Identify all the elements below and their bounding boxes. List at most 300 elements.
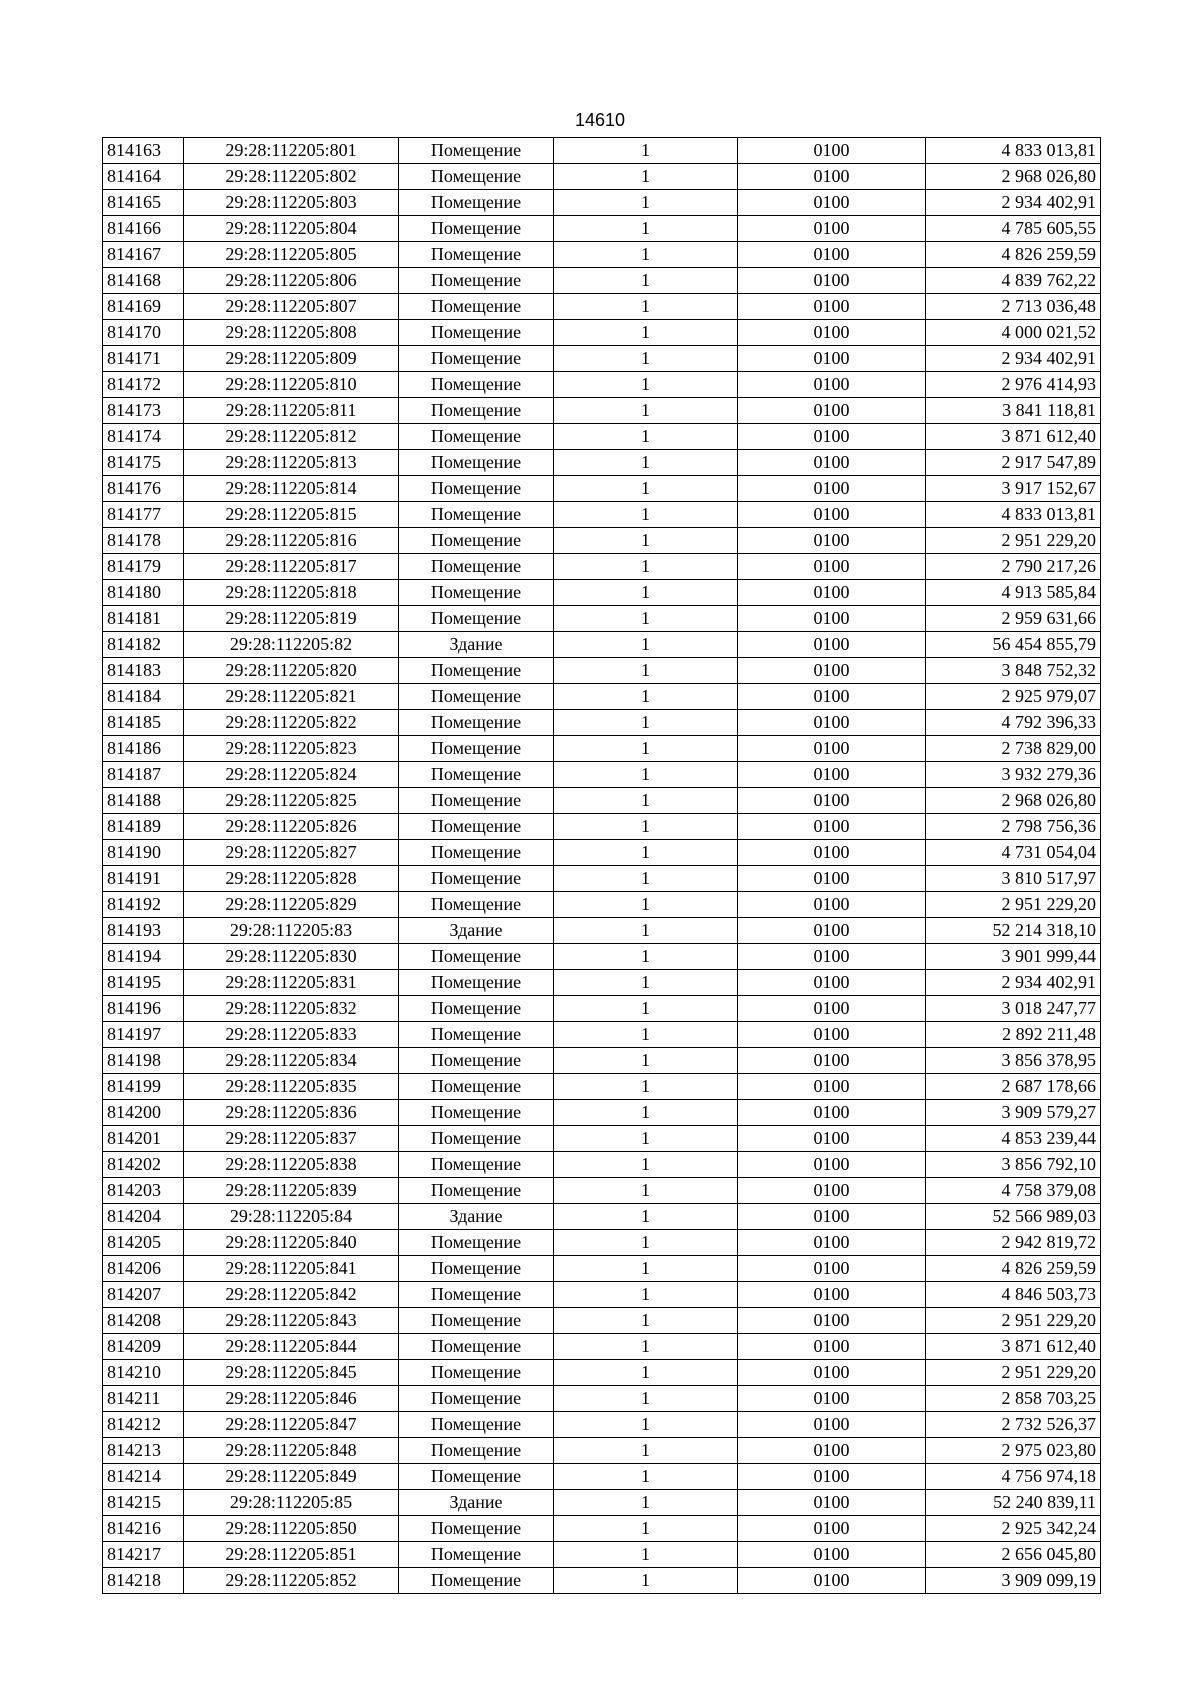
table-row — [103, 1386, 1101, 1412]
table-row — [103, 320, 1101, 346]
table-row — [103, 1100, 1101, 1126]
object-type-cell: Здание — [399, 918, 554, 944]
cadastral-value-cell: 3 841 118,81 — [926, 398, 1101, 424]
code-cell: 0100 — [738, 346, 926, 372]
table-row — [103, 398, 1101, 424]
row-number-cell: 814199 — [103, 1074, 184, 1100]
table-row — [103, 944, 1101, 970]
code-cell: 0100 — [738, 476, 926, 502]
object-type-cell: Помещение — [399, 346, 554, 372]
table-row — [103, 970, 1101, 996]
cadastral-number-cell: 29:28:112205:846 — [184, 1386, 399, 1412]
row-number-cell: 814176 — [103, 476, 184, 502]
code-cell: 0100 — [738, 736, 926, 762]
quantity-cell: 1 — [554, 1256, 738, 1282]
object-type-cell: Помещение — [399, 1126, 554, 1152]
object-type-cell: Помещение — [399, 1542, 554, 1568]
table-body — [103, 138, 1101, 1594]
quantity-cell: 1 — [554, 1360, 738, 1386]
object-type-cell: Помещение — [399, 554, 554, 580]
table-row — [103, 1334, 1101, 1360]
row-number-cell: 814179 — [103, 554, 184, 580]
cadastral-value-cell: 3 909 579,27 — [926, 1100, 1101, 1126]
quantity-cell: 1 — [554, 1048, 738, 1074]
quantity-cell: 1 — [554, 1282, 738, 1308]
quantity-cell: 1 — [554, 866, 738, 892]
cadastral-value-cell: 4 833 013,81 — [926, 138, 1101, 164]
cadastral-number-cell: 29:28:112205:817 — [184, 554, 399, 580]
quantity-cell: 1 — [554, 1204, 738, 1230]
quantity-cell: 1 — [554, 1074, 738, 1100]
row-number-cell: 814178 — [103, 528, 184, 554]
table-row — [103, 1542, 1101, 1568]
cadastral-number-cell: 29:28:112205:812 — [184, 424, 399, 450]
table-row — [103, 268, 1101, 294]
cadastral-value-cell: 2 934 402,91 — [926, 346, 1101, 372]
row-number-cell: 814187 — [103, 762, 184, 788]
object-type-cell: Помещение — [399, 476, 554, 502]
table-row — [103, 840, 1101, 866]
row-number-cell: 814191 — [103, 866, 184, 892]
row-number-cell: 814201 — [103, 1126, 184, 1152]
cadastral-value-cell: 2 951 229,20 — [926, 1360, 1101, 1386]
table-row — [103, 1490, 1101, 1516]
quantity-cell: 1 — [554, 1542, 738, 1568]
cadastral-value-cell: 4 785 605,55 — [926, 216, 1101, 242]
table-row — [103, 1516, 1101, 1542]
quantity-cell: 1 — [554, 1412, 738, 1438]
cadastral-number-cell: 29:28:112205:831 — [184, 970, 399, 996]
quantity-cell: 1 — [554, 268, 738, 294]
quantity-cell: 1 — [554, 450, 738, 476]
object-type-cell: Помещение — [399, 944, 554, 970]
row-number-cell: 814200 — [103, 1100, 184, 1126]
quantity-cell: 1 — [554, 1464, 738, 1490]
row-number-cell: 814214 — [103, 1464, 184, 1490]
code-cell: 0100 — [738, 528, 926, 554]
object-type-cell: Помещение — [399, 996, 554, 1022]
cadastral-number-cell: 29:28:112205:843 — [184, 1308, 399, 1334]
row-number-cell: 814171 — [103, 346, 184, 372]
cadastral-number-cell: 29:28:112205:835 — [184, 1074, 399, 1100]
table-row — [103, 528, 1101, 554]
cadastral-number-cell: 29:28:112205:804 — [184, 216, 399, 242]
code-cell: 0100 — [738, 658, 926, 684]
cadastral-value-table — [102, 137, 1101, 1594]
code-cell: 0100 — [738, 970, 926, 996]
table-row — [103, 814, 1101, 840]
quantity-cell: 1 — [554, 1126, 738, 1152]
quantity-cell: 1 — [554, 1152, 738, 1178]
table-row — [103, 372, 1101, 398]
quantity-cell: 1 — [554, 502, 738, 528]
row-number-cell: 814186 — [103, 736, 184, 762]
cadastral-value-cell: 2 925 979,07 — [926, 684, 1101, 710]
table-row — [103, 1256, 1101, 1282]
cadastral-value-cell: 3 018 247,77 — [926, 996, 1101, 1022]
object-type-cell: Помещение — [399, 502, 554, 528]
cadastral-number-cell: 29:28:112205:832 — [184, 996, 399, 1022]
code-cell: 0100 — [738, 1074, 926, 1100]
row-number-cell: 814189 — [103, 814, 184, 840]
row-number-cell: 814208 — [103, 1308, 184, 1334]
cadastral-number-cell: 29:28:112205:837 — [184, 1126, 399, 1152]
row-number-cell: 814202 — [103, 1152, 184, 1178]
code-cell: 0100 — [738, 762, 926, 788]
row-number-cell: 814165 — [103, 190, 184, 216]
object-type-cell: Помещение — [399, 372, 554, 398]
cadastral-value-cell: 2 925 342,24 — [926, 1516, 1101, 1542]
code-cell: 0100 — [738, 450, 926, 476]
cadastral-number-cell: 29:28:112205:829 — [184, 892, 399, 918]
cadastral-value-cell: 52 214 318,10 — [926, 918, 1101, 944]
cadastral-value-cell: 3 856 792,10 — [926, 1152, 1101, 1178]
cadastral-number-cell: 29:28:112205:848 — [184, 1438, 399, 1464]
table-row — [103, 216, 1101, 242]
table-row — [103, 554, 1101, 580]
code-cell: 0100 — [738, 814, 926, 840]
cadastral-value-cell: 2 917 547,89 — [926, 450, 1101, 476]
quantity-cell: 1 — [554, 1516, 738, 1542]
code-cell: 0100 — [738, 1360, 926, 1386]
row-number-cell: 814175 — [103, 450, 184, 476]
row-number-cell: 814166 — [103, 216, 184, 242]
object-type-cell: Помещение — [399, 866, 554, 892]
cadastral-number-cell: 29:28:112205:844 — [184, 1334, 399, 1360]
quantity-cell: 1 — [554, 606, 738, 632]
cadastral-value-cell: 2 951 229,20 — [926, 528, 1101, 554]
cadastral-value-cell: 2 738 829,00 — [926, 736, 1101, 762]
table-row — [103, 632, 1101, 658]
cadastral-number-cell: 29:28:112205:850 — [184, 1516, 399, 1542]
table-row — [103, 1048, 1101, 1074]
quantity-cell: 1 — [554, 1308, 738, 1334]
row-number-cell: 814193 — [103, 918, 184, 944]
code-cell: 0100 — [738, 190, 926, 216]
cadastral-value-cell: 2 942 819,72 — [926, 1230, 1101, 1256]
quantity-cell: 1 — [554, 554, 738, 580]
quantity-cell: 1 — [554, 996, 738, 1022]
code-cell: 0100 — [738, 502, 926, 528]
object-type-cell: Помещение — [399, 658, 554, 684]
quantity-cell: 1 — [554, 346, 738, 372]
code-cell: 0100 — [738, 1230, 926, 1256]
code-cell: 0100 — [738, 944, 926, 970]
table-row — [103, 658, 1101, 684]
quantity-cell: 1 — [554, 190, 738, 216]
cadastral-value-cell: 2 934 402,91 — [926, 190, 1101, 216]
row-number-cell: 814172 — [103, 372, 184, 398]
row-number-cell: 814215 — [103, 1490, 184, 1516]
row-number-cell: 814210 — [103, 1360, 184, 1386]
code-cell: 0100 — [738, 1334, 926, 1360]
cadastral-value-cell: 2 951 229,20 — [926, 892, 1101, 918]
code-cell: 0100 — [738, 632, 926, 658]
quantity-cell: 1 — [554, 710, 738, 736]
row-number-cell: 814163 — [103, 138, 184, 164]
quantity-cell: 1 — [554, 1100, 738, 1126]
object-type-cell: Помещение — [399, 710, 554, 736]
object-type-cell: Помещение — [399, 1048, 554, 1074]
object-type-cell: Здание — [399, 1204, 554, 1230]
row-number-cell: 814167 — [103, 242, 184, 268]
code-cell: 0100 — [738, 918, 926, 944]
row-number-cell: 814173 — [103, 398, 184, 424]
row-number-cell: 814211 — [103, 1386, 184, 1412]
quantity-cell: 1 — [554, 216, 738, 242]
code-cell: 0100 — [738, 1048, 926, 1074]
code-cell: 0100 — [738, 1412, 926, 1438]
row-number-cell: 814212 — [103, 1412, 184, 1438]
quantity-cell: 1 — [554, 632, 738, 658]
object-type-cell: Помещение — [399, 528, 554, 554]
cadastral-number-cell: 29:28:112205:824 — [184, 762, 399, 788]
object-type-cell: Помещение — [399, 814, 554, 840]
object-type-cell: Помещение — [399, 1152, 554, 1178]
object-type-cell: Помещение — [399, 216, 554, 242]
cadastral-number-cell: 29:28:112205:830 — [184, 944, 399, 970]
table-row — [103, 1568, 1101, 1594]
row-number-cell: 814198 — [103, 1048, 184, 1074]
row-number-cell: 814190 — [103, 840, 184, 866]
object-type-cell: Помещение — [399, 684, 554, 710]
row-number-cell: 814164 — [103, 164, 184, 190]
cadastral-number-cell: 29:28:112205:803 — [184, 190, 399, 216]
table-row — [103, 918, 1101, 944]
code-cell: 0100 — [738, 1022, 926, 1048]
quantity-cell: 1 — [554, 970, 738, 996]
cadastral-value-cell: 3 856 378,95 — [926, 1048, 1101, 1074]
table-row — [103, 1282, 1101, 1308]
cadastral-number-cell: 29:28:112205:801 — [184, 138, 399, 164]
object-type-cell: Помещение — [399, 1516, 554, 1542]
object-type-cell: Помещение — [399, 1438, 554, 1464]
code-cell: 0100 — [738, 164, 926, 190]
table-row — [103, 424, 1101, 450]
cadastral-number-cell: 29:28:112205:84 — [184, 1204, 399, 1230]
cadastral-value-cell: 4 853 239,44 — [926, 1126, 1101, 1152]
code-cell: 0100 — [738, 1152, 926, 1178]
table-row — [103, 346, 1101, 372]
object-type-cell: Помещение — [399, 398, 554, 424]
cadastral-number-cell: 29:28:112205:851 — [184, 1542, 399, 1568]
object-type-cell: Помещение — [399, 190, 554, 216]
cadastral-number-cell: 29:28:112205:852 — [184, 1568, 399, 1594]
row-number-cell: 814168 — [103, 268, 184, 294]
quantity-cell: 1 — [554, 814, 738, 840]
cadastral-value-cell: 4 758 379,08 — [926, 1178, 1101, 1204]
table-row — [103, 866, 1101, 892]
cadastral-number-cell: 29:28:112205:823 — [184, 736, 399, 762]
cadastral-number-cell: 29:28:112205:834 — [184, 1048, 399, 1074]
code-cell: 0100 — [738, 996, 926, 1022]
code-cell: 0100 — [738, 320, 926, 346]
object-type-cell: Помещение — [399, 1412, 554, 1438]
object-type-cell: Помещение — [399, 1282, 554, 1308]
object-type-cell: Помещение — [399, 1334, 554, 1360]
cadastral-number-cell: 29:28:112205:818 — [184, 580, 399, 606]
object-type-cell: Помещение — [399, 1360, 554, 1386]
table-row — [103, 762, 1101, 788]
quantity-cell: 1 — [554, 372, 738, 398]
quantity-cell: 1 — [554, 1334, 738, 1360]
table-row — [103, 892, 1101, 918]
code-cell: 0100 — [738, 1178, 926, 1204]
table-row — [103, 190, 1101, 216]
table-row — [103, 242, 1101, 268]
cadastral-value-cell: 4 000 021,52 — [926, 320, 1101, 346]
cadastral-number-cell: 29:28:112205:802 — [184, 164, 399, 190]
code-cell: 0100 — [738, 138, 926, 164]
object-type-cell: Помещение — [399, 320, 554, 346]
cadastral-value-cell: 3 871 612,40 — [926, 1334, 1101, 1360]
cadastral-value-cell: 2 968 026,80 — [926, 164, 1101, 190]
object-type-cell: Помещение — [399, 450, 554, 476]
cadastral-value-cell: 2 798 756,36 — [926, 814, 1101, 840]
table-row — [103, 1204, 1101, 1230]
cadastral-number-cell: 29:28:112205:813 — [184, 450, 399, 476]
cadastral-number-cell: 29:28:112205:85 — [184, 1490, 399, 1516]
cadastral-value-cell: 52 240 839,11 — [926, 1490, 1101, 1516]
cadastral-number-cell: 29:28:112205:839 — [184, 1178, 399, 1204]
cadastral-number-cell: 29:28:112205:841 — [184, 1256, 399, 1282]
object-type-cell: Помещение — [399, 788, 554, 814]
object-type-cell: Помещение — [399, 294, 554, 320]
code-cell: 0100 — [738, 268, 926, 294]
cadastral-number-cell: 29:28:112205:810 — [184, 372, 399, 398]
row-number-cell: 814192 — [103, 892, 184, 918]
cadastral-value-cell: 4 792 396,33 — [926, 710, 1101, 736]
object-type-cell: Помещение — [399, 1568, 554, 1594]
cadastral-value-cell: 4 826 259,59 — [926, 242, 1101, 268]
cadastral-number-cell: 29:28:112205:808 — [184, 320, 399, 346]
code-cell: 0100 — [738, 580, 926, 606]
table-row — [103, 1022, 1101, 1048]
cadastral-value-cell: 3 901 999,44 — [926, 944, 1101, 970]
code-cell: 0100 — [738, 606, 926, 632]
object-type-cell: Помещение — [399, 1230, 554, 1256]
table-row — [103, 502, 1101, 528]
cadastral-value-cell: 3 909 099,19 — [926, 1568, 1101, 1594]
object-type-cell: Помещение — [399, 762, 554, 788]
code-cell: 0100 — [738, 1568, 926, 1594]
object-type-cell: Помещение — [399, 164, 554, 190]
code-cell: 0100 — [738, 398, 926, 424]
row-number-cell: 814181 — [103, 606, 184, 632]
object-type-cell: Помещение — [399, 1386, 554, 1412]
quantity-cell: 1 — [554, 476, 738, 502]
cadastral-number-cell: 29:28:112205:811 — [184, 398, 399, 424]
quantity-cell: 1 — [554, 684, 738, 710]
quantity-cell: 1 — [554, 1386, 738, 1412]
object-type-cell: Помещение — [399, 138, 554, 164]
quantity-cell: 1 — [554, 580, 738, 606]
code-cell: 0100 — [738, 216, 926, 242]
quantity-cell: 1 — [554, 398, 738, 424]
object-type-cell: Помещение — [399, 268, 554, 294]
cadastral-value-cell: 4 756 974,18 — [926, 1464, 1101, 1490]
cadastral-number-cell: 29:28:112205:820 — [184, 658, 399, 684]
row-number-cell: 814197 — [103, 1022, 184, 1048]
code-cell: 0100 — [738, 242, 926, 268]
cadastral-number-cell: 29:28:112205:814 — [184, 476, 399, 502]
cadastral-number-cell: 29:28:112205:807 — [184, 294, 399, 320]
cadastral-value-cell: 4 731 054,04 — [926, 840, 1101, 866]
cadastral-value-cell: 4 846 503,73 — [926, 1282, 1101, 1308]
cadastral-value-cell: 4 826 259,59 — [926, 1256, 1101, 1282]
code-cell: 0100 — [738, 1204, 926, 1230]
object-type-cell: Помещение — [399, 1308, 554, 1334]
object-type-cell: Помещение — [399, 1074, 554, 1100]
object-type-cell: Помещение — [399, 1464, 554, 1490]
quantity-cell: 1 — [554, 294, 738, 320]
cadastral-value-cell: 2 732 526,37 — [926, 1412, 1101, 1438]
row-number-cell: 814182 — [103, 632, 184, 658]
cadastral-value-cell: 3 848 752,32 — [926, 658, 1101, 684]
cadastral-value-cell: 2 858 703,25 — [926, 1386, 1101, 1412]
cadastral-value-cell: 2 968 026,80 — [926, 788, 1101, 814]
cadastral-value-cell: 2 687 178,66 — [926, 1074, 1101, 1100]
object-type-cell: Помещение — [399, 424, 554, 450]
object-type-cell: Помещение — [399, 1178, 554, 1204]
code-cell: 0100 — [738, 1308, 926, 1334]
cadastral-number-cell: 29:28:112205:849 — [184, 1464, 399, 1490]
row-number-cell: 814188 — [103, 788, 184, 814]
table-row — [103, 1412, 1101, 1438]
row-number-cell: 814184 — [103, 684, 184, 710]
quantity-cell: 1 — [554, 528, 738, 554]
quantity-cell: 1 — [554, 320, 738, 346]
code-cell: 0100 — [738, 1464, 926, 1490]
cadastral-number-cell: 29:28:112205:82 — [184, 632, 399, 658]
object-type-cell: Помещение — [399, 840, 554, 866]
row-number-cell: 814196 — [103, 996, 184, 1022]
row-number-cell: 814213 — [103, 1438, 184, 1464]
code-cell: 0100 — [738, 1256, 926, 1282]
object-type-cell: Помещение — [399, 736, 554, 762]
row-number-cell: 814205 — [103, 1230, 184, 1256]
row-number-cell: 814185 — [103, 710, 184, 736]
table-row — [103, 1464, 1101, 1490]
cadastral-number-cell: 29:28:112205:836 — [184, 1100, 399, 1126]
cadastral-number-cell: 29:28:112205:842 — [184, 1282, 399, 1308]
table-row — [103, 788, 1101, 814]
quantity-cell: 1 — [554, 1230, 738, 1256]
quantity-cell: 1 — [554, 762, 738, 788]
cadastral-value-cell: 4 913 585,84 — [926, 580, 1101, 606]
row-number-cell: 814195 — [103, 970, 184, 996]
table-row — [103, 710, 1101, 736]
row-number-cell: 814180 — [103, 580, 184, 606]
code-cell: 0100 — [738, 554, 926, 580]
quantity-cell: 1 — [554, 918, 738, 944]
cadastral-number-cell: 29:28:112205:809 — [184, 346, 399, 372]
table-row — [103, 580, 1101, 606]
cadastral-value-cell: 3 810 517,97 — [926, 866, 1101, 892]
quantity-cell: 1 — [554, 1568, 738, 1594]
table-row — [103, 164, 1101, 190]
cadastral-number-cell: 29:28:112205:83 — [184, 918, 399, 944]
object-type-cell: Помещение — [399, 1256, 554, 1282]
code-cell: 0100 — [738, 372, 926, 398]
row-number-cell: 814209 — [103, 1334, 184, 1360]
table-row — [103, 736, 1101, 762]
cadastral-value-cell: 2 959 631,66 — [926, 606, 1101, 632]
row-number-cell: 814204 — [103, 1204, 184, 1230]
cadastral-value-cell: 3 932 279,36 — [926, 762, 1101, 788]
table-row — [103, 1152, 1101, 1178]
table-row — [103, 1230, 1101, 1256]
